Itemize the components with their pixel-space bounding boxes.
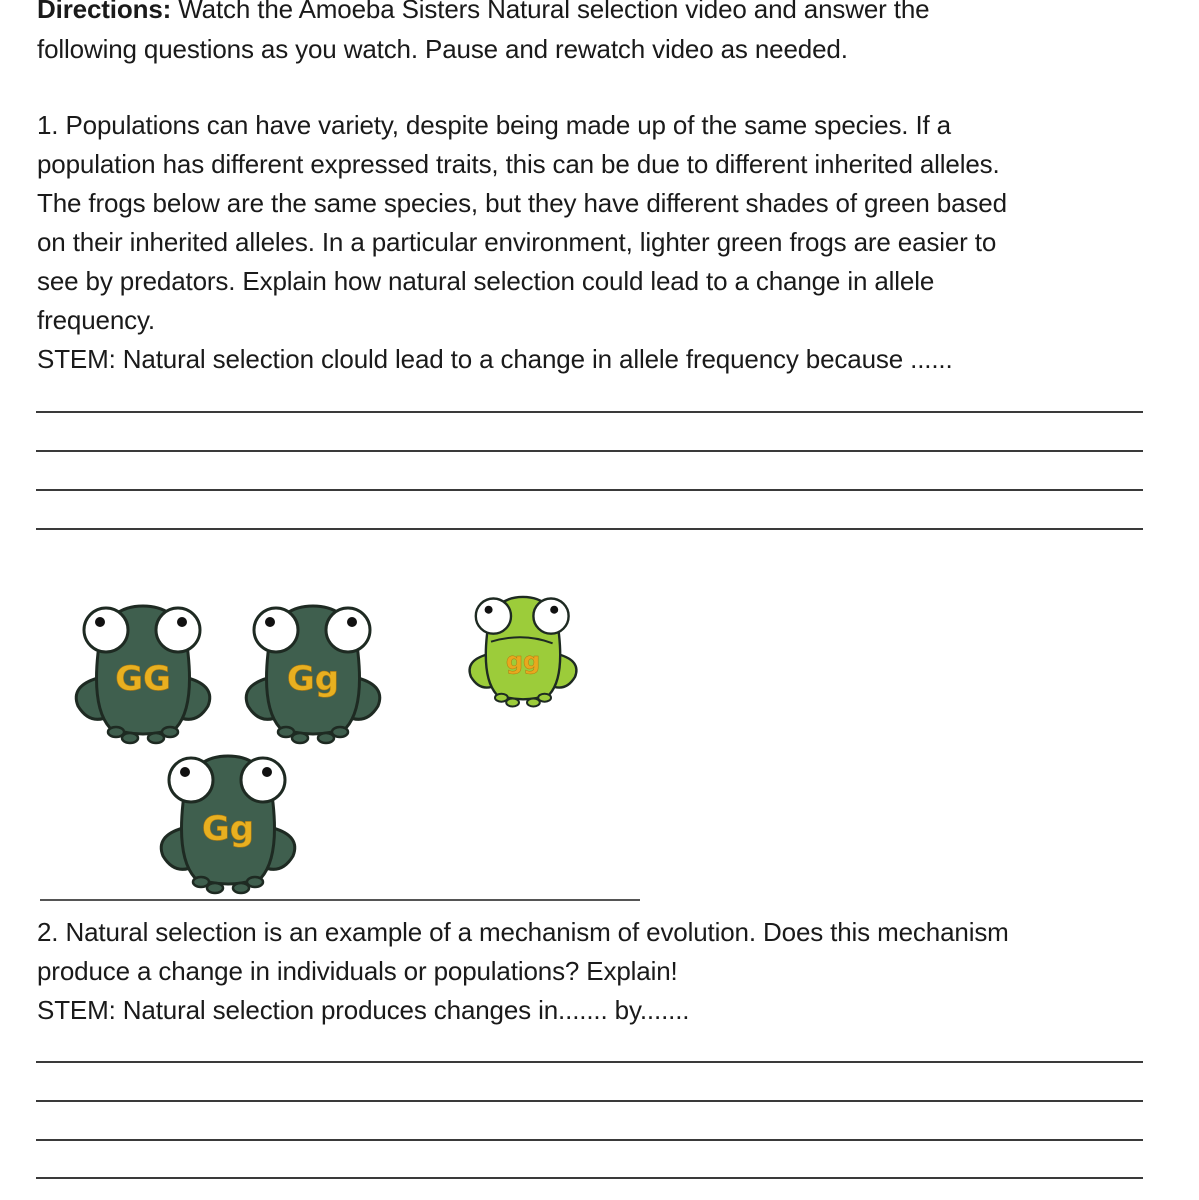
question1-line: frequency. — [37, 305, 155, 335]
frog-foot — [538, 694, 551, 702]
answer-line-q2-3[interactable] — [36, 1139, 1143, 1141]
frog-pupil — [550, 606, 558, 614]
frog-eye — [326, 608, 370, 652]
answer-line-q1-4[interactable] — [36, 528, 1143, 530]
answer-line-q2-2[interactable] — [36, 1100, 1143, 1102]
frog-eye — [241, 758, 285, 802]
question1-line: The frogs below are the same species, but they have different shades of green based — [37, 188, 1007, 218]
frog-pupil — [177, 617, 187, 627]
frog-genotype-label: Gg — [201, 809, 255, 849]
answer-line-q1-1[interactable] — [36, 411, 1143, 413]
question1-stem: STEM: Natural selection clould lead to a change in allele frequency because ...... — [37, 344, 953, 374]
frog-pupil — [180, 767, 190, 777]
frog-genotype-label: Gg — [286, 659, 340, 699]
frog-eye — [169, 758, 213, 802]
frog-dark-green-icon — [153, 748, 303, 898]
answer-line-q1-2[interactable] — [36, 450, 1143, 452]
frog-light-green-icon — [463, 588, 583, 713]
frog-pupil — [485, 606, 493, 614]
frog-foot — [292, 733, 308, 743]
frog-eye — [476, 599, 511, 634]
frog-foot — [207, 883, 223, 893]
frog-pupil — [262, 767, 272, 777]
question1-line: on their inherited alleles. In a particular environment, lighter green frogs are easier to — [37, 227, 997, 257]
frog-foot — [247, 877, 263, 887]
frog-foot — [332, 727, 348, 737]
question1-line: see by predators. Explain how natural selection could lead to a change in allele — [37, 266, 935, 296]
directions-label: Directions: — [37, 0, 172, 24]
frog-pupil — [347, 617, 357, 627]
answer-line-q2-4[interactable] — [36, 1177, 1143, 1179]
frog-dark-green-icon — [238, 598, 388, 748]
question2-line: 2. Natural selection is an example of a mechanism of evolution. Does this mechanism — [37, 917, 1009, 947]
answer-line-q2-1[interactable] — [36, 1061, 1143, 1063]
question2-line: produce a change in individuals or populations? Explain! — [37, 956, 678, 986]
frog-foot — [122, 733, 138, 743]
question1-line: population has different expressed traits, this can be due to different inherited alleles. — [37, 149, 1000, 179]
question1-line: 1. Populations can have variety, despite being made up of the same species. If a — [37, 110, 951, 140]
frog-genotype-label: gg — [505, 646, 541, 675]
frog-genotype-label: GG — [115, 659, 171, 699]
frog-eye — [156, 608, 200, 652]
frog-eye — [254, 608, 298, 652]
question2-stem: STEM: Natural selection produces changes in....... by....... — [37, 995, 690, 1025]
image-bottom-divider — [40, 899, 640, 901]
frog-eye — [84, 608, 128, 652]
directions-line-1 — [37, 0, 929, 29]
frog-foot — [506, 699, 519, 707]
frog-eye — [533, 599, 568, 634]
frog-pupil — [95, 617, 105, 627]
frog-pupil — [265, 617, 275, 627]
answer-line-q1-3[interactable] — [36, 489, 1143, 491]
frog-foot — [162, 727, 178, 737]
directions-text: Watch the Amoeba Sisters Natural selection video and answer the — [171, 0, 930, 24]
frog-dark-green-icon — [68, 598, 218, 748]
directions-line-2: following questions as you watch. Pause and rewatch video as needed. — [37, 34, 848, 64]
